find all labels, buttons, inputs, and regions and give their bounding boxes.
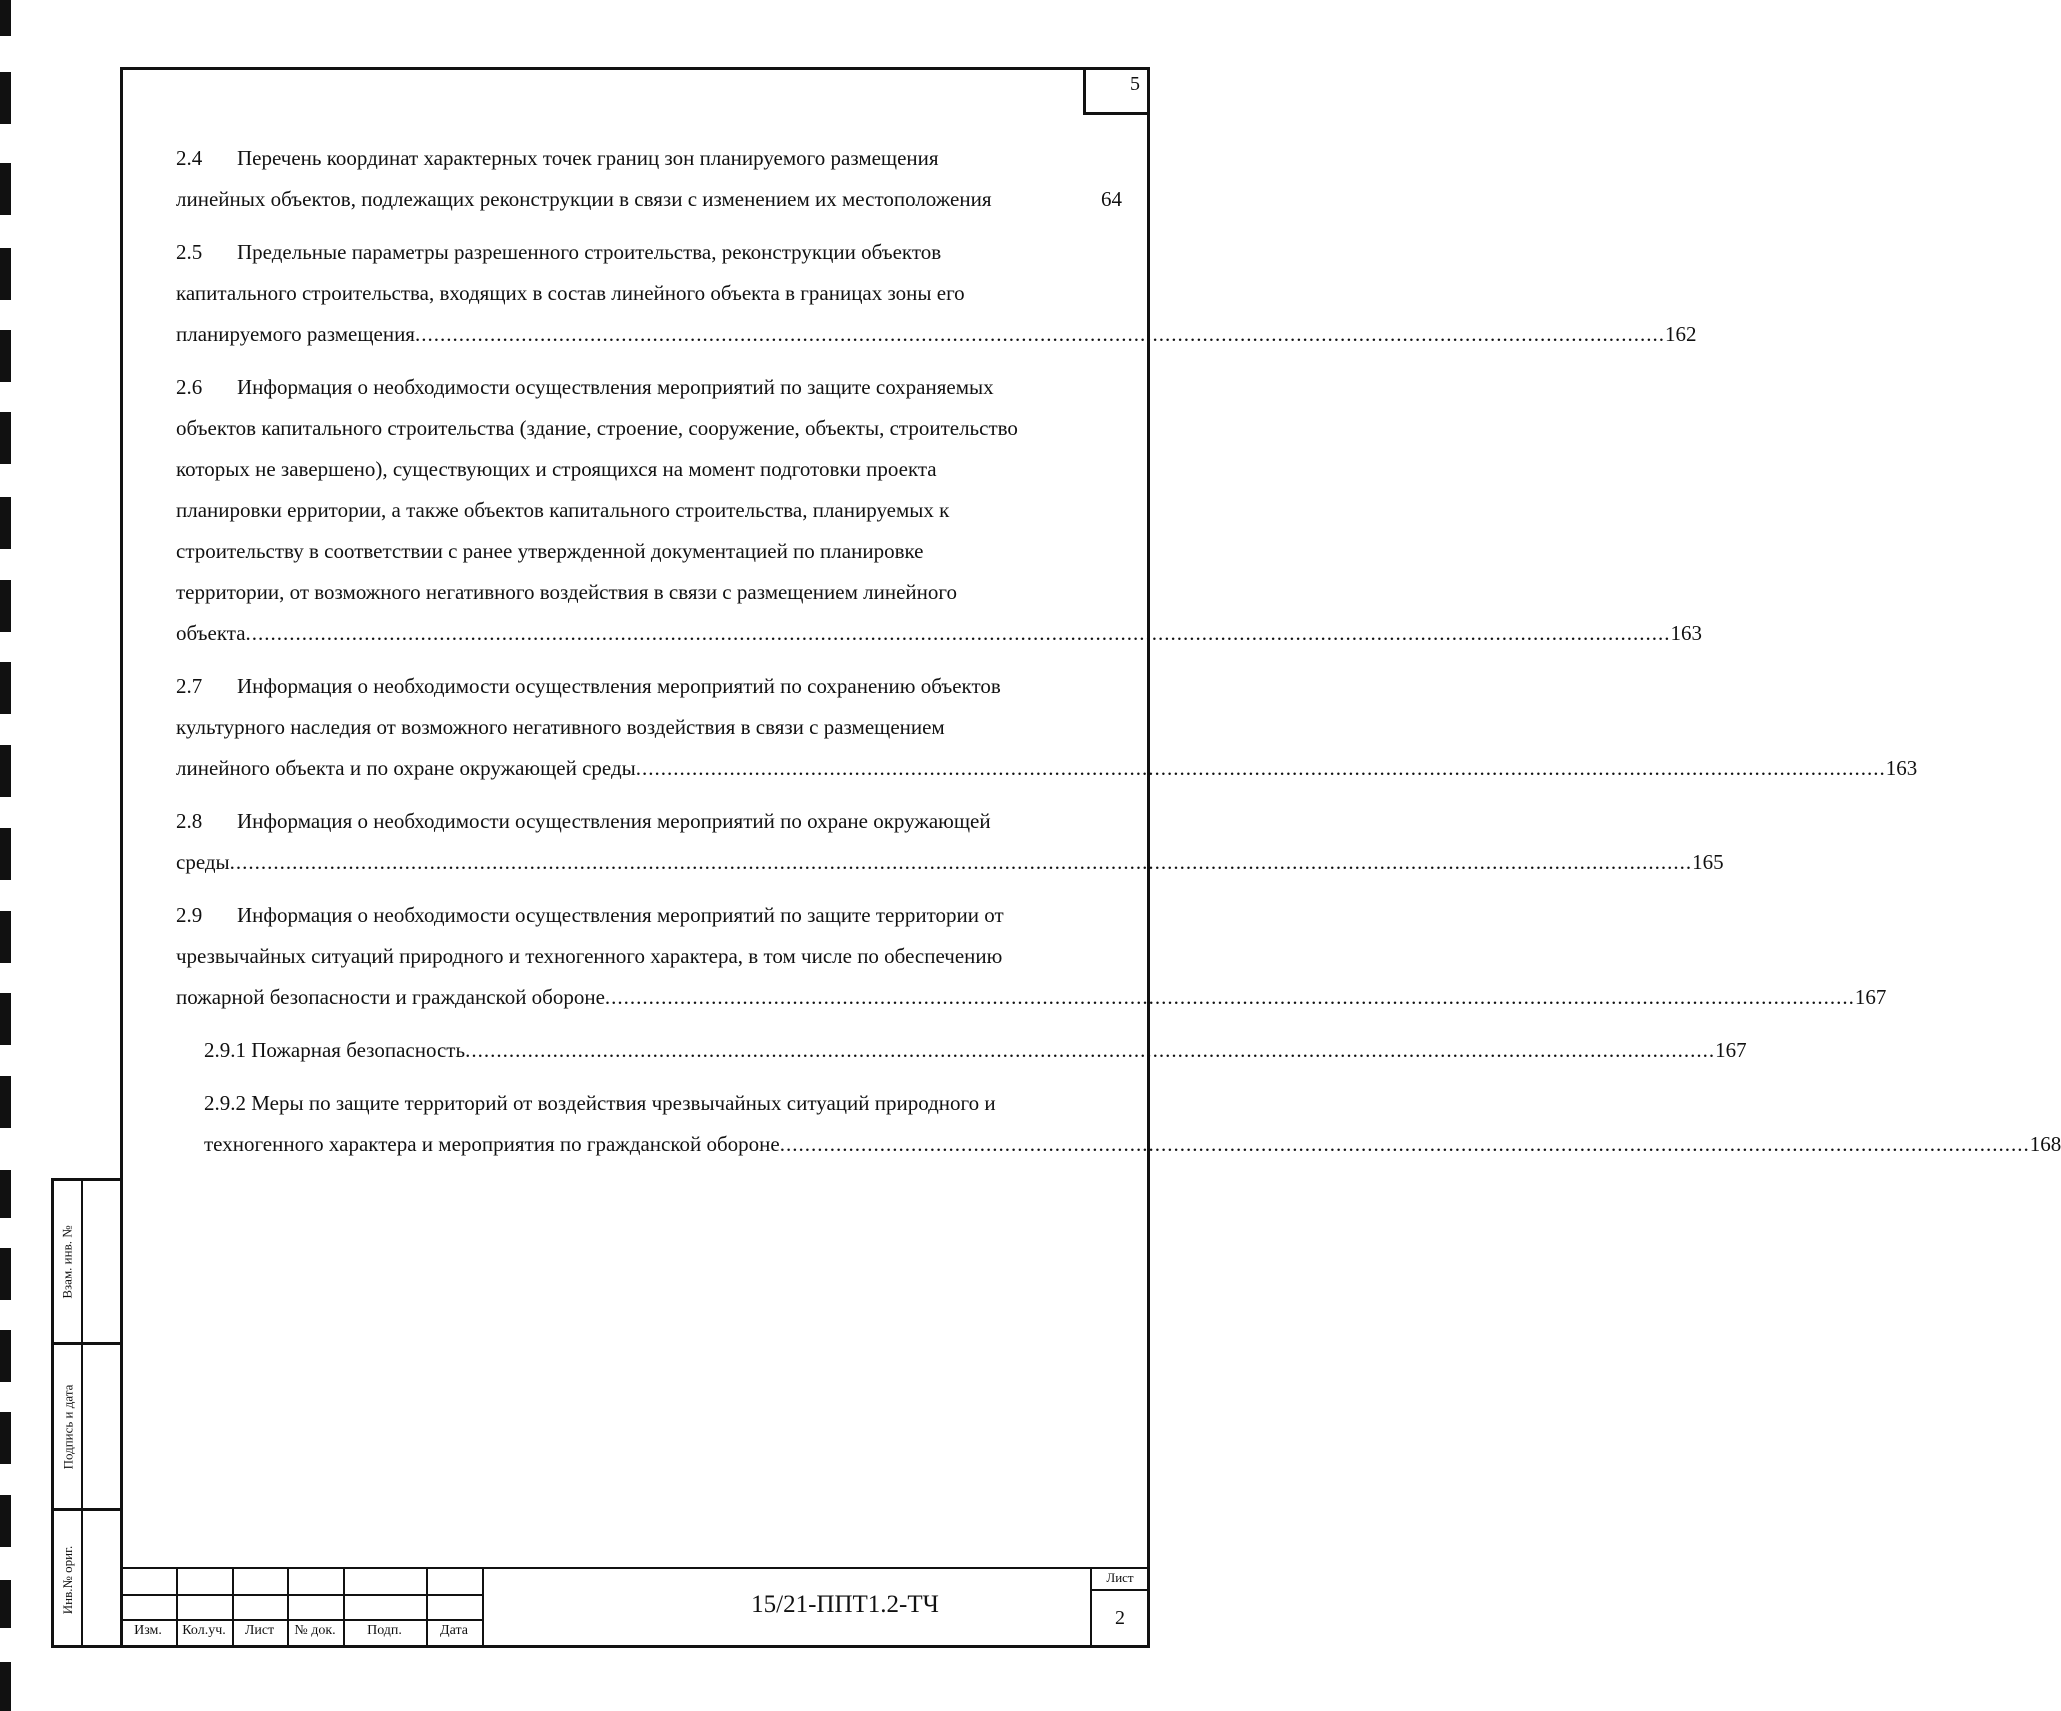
stamp-header-izm: Изм.	[134, 1623, 162, 1638]
binding-mark	[0, 745, 11, 797]
toc-subentry	[204, 1083, 2061, 1165]
toc-entry	[176, 801, 1724, 883]
toc-line: планировки ерритории, а также объектов капитального строительства, планируемых к	[176, 498, 950, 522]
stamp-header-list: Лист	[244, 1623, 275, 1638]
toc-line	[176, 367, 1122, 408]
toc-leader-line	[176, 842, 1724, 883]
toc-page: 167	[1854, 985, 1887, 1009]
toc-line: капитального строительства, входящих в состав линейного объекта в границах зоны его	[176, 281, 965, 305]
side-label-text: Подпись и дата	[60, 1384, 76, 1469]
toc-page: 162	[1664, 322, 1697, 346]
toc-line: 2.9.2 Меры по защите территорий от воздействия чрезвычайных ситуаций природного и	[204, 1091, 996, 1115]
side-divider	[81, 1345, 83, 1508]
toc-entry	[176, 666, 1918, 789]
toc-leader-line	[176, 748, 1918, 789]
toc-line: культурного наследия от возможного негативного воздействия в связи с размещением	[176, 715, 945, 739]
binding-mark	[0, 412, 11, 464]
binding-mark	[0, 163, 11, 215]
toc-line: которых не завершено), существующих и строящихся на момент подготовки проекта	[176, 457, 937, 481]
toc-text: линейного объекта и по охране окружающей среды	[176, 756, 636, 780]
toc-entry	[176, 367, 1703, 654]
toc-text: планируемого размещения	[176, 322, 415, 346]
toc-leader-line	[176, 314, 1697, 355]
side-label-text: Взам. инв. №	[60, 1224, 76, 1299]
side-divider	[81, 1181, 83, 1342]
toc-number: 2.4	[176, 146, 203, 170]
toc-text: линейных объектов, подлежащих реконструкции в связи с изменением их местоположения	[176, 187, 992, 211]
toc-line: чрезвычайных ситуаций природного и техногенного характера, в том числе по обеспечению	[176, 944, 1003, 968]
side-label	[56, 1181, 80, 1342]
toc-number: 2.9	[176, 903, 203, 927]
toc-dots: ..........................................................................................................................................................................................................................................	[229, 850, 1693, 874]
toc-text: объекта	[176, 621, 246, 645]
side-cell-replacement-inv	[54, 1181, 120, 1345]
toc-leader-line	[176, 613, 1703, 654]
stamp-header-signature: Подп.	[367, 1623, 402, 1638]
toc-dots: ........................................................................................................................................................................................................	[465, 1038, 1716, 1062]
stamp-header-kol-uch: Кол.уч.	[182, 1623, 226, 1638]
binding-mark	[0, 911, 11, 963]
toc-text: Информация о необходимости осуществления мероприятий по сохранению объектов	[237, 674, 1001, 698]
binding-mark	[0, 72, 11, 124]
stamp-sheet-label: Лист	[1106, 1570, 1134, 1585]
stamp-line	[120, 1567, 1150, 1569]
toc-leader-line	[176, 977, 1887, 1018]
title-block	[120, 1567, 1150, 1648]
document-code: 15/21-ППТ1.2-ТЧ	[751, 1591, 939, 1618]
toc-dots: ........................................................................................................................................................................................................	[604, 985, 1855, 1009]
binding-mark	[0, 497, 11, 549]
toc-line	[176, 895, 1122, 936]
binding-mark	[0, 1170, 11, 1218]
binding-mark	[0, 1495, 11, 1547]
toc-leader-line	[204, 1030, 1747, 1071]
table-of-contents	[176, 138, 2061, 1177]
side-label	[56, 1511, 80, 1648]
toc-page: 168	[2029, 1132, 2061, 1156]
toc-dots: ........................................................................................................................................................................................................	[414, 322, 1665, 346]
toc-page: 163	[1670, 621, 1703, 645]
binding-mark	[0, 828, 11, 880]
binding-mark	[0, 330, 11, 382]
sheet-number-top: 5	[1083, 67, 1150, 115]
toc-page: 64	[1101, 187, 1122, 211]
toc-subentry	[204, 1030, 1747, 1071]
toc-number: 2.8	[176, 809, 203, 833]
toc-line: объектов капитального строительства (здание, строение, сооружение, объекты, строительство	[176, 416, 1018, 440]
side-label	[56, 1345, 80, 1508]
toc-text: Информация о необходимости осуществления мероприятий по защите сохраняемых	[237, 375, 994, 399]
toc-dots: ........................................................................................................................................................................................................	[635, 756, 1886, 780]
binding-mark	[0, 1412, 11, 1464]
stamp-sheet-number: 2	[1115, 1607, 1125, 1629]
toc-dots: ....................................................................................................................................................................................................................................	[245, 621, 1671, 645]
toc-line	[176, 801, 1122, 842]
toc-text: Информация о необходимости осуществления мероприятий по защите территории от	[237, 903, 1004, 927]
toc-line: территории, от возможного негативного воздействия в связи с размещением линейного	[176, 580, 957, 604]
binding-mark	[0, 0, 11, 36]
binding-mark	[0, 1076, 11, 1128]
toc-leader-line	[204, 1124, 2061, 1165]
toc-dots: ........................................................................................................................................................................................................	[779, 1132, 2030, 1156]
toc-text: среды	[176, 850, 230, 874]
toc-line	[176, 232, 1122, 273]
toc-entry	[176, 895, 1887, 1018]
side-stamp-strip	[51, 1178, 120, 1648]
binding-mark	[0, 248, 11, 300]
binding-mark	[0, 580, 11, 632]
binding-mark	[0, 1662, 11, 1711]
toc-text: 2.9.1 Пожарная безопасность	[204, 1038, 466, 1062]
binding-mark	[0, 1580, 11, 1628]
toc-number: 2.6	[176, 375, 203, 399]
toc-number: 2.5	[176, 240, 203, 264]
toc-line: строительству в соответствии с ранее утвержденной документацией по планировке	[176, 539, 924, 563]
toc-entry	[176, 232, 1697, 355]
side-divider	[81, 1511, 83, 1648]
stamp-header-doc-no: № док.	[294, 1623, 336, 1638]
toc-page: 163	[1885, 756, 1918, 780]
side-label-text: Инв.№ ориг.	[60, 1545, 75, 1614]
toc-leader-line	[176, 179, 1122, 220]
toc-line	[176, 666, 1122, 707]
toc-text: пожарной безопасности и гражданской обороне	[176, 985, 605, 1009]
stamp-header-date: Дата	[440, 1623, 468, 1638]
binding-mark	[0, 1248, 11, 1300]
side-cell-original-inv	[54, 1511, 120, 1648]
toc-text: Предельные параметры разрешенного строительства, реконструкции объектов	[237, 240, 942, 264]
toc-page: 165	[1692, 850, 1724, 874]
toc-text: Информация о необходимости осуществления мероприятий по охране окружающей	[237, 809, 991, 833]
toc-text: техногенного характера и мероприятия по гражданской обороне	[204, 1132, 780, 1156]
side-cell-signature-date	[54, 1345, 120, 1511]
binding-mark	[0, 1330, 11, 1382]
toc-line	[176, 138, 1122, 179]
toc-page: 167	[1715, 1038, 1747, 1062]
toc-entry	[176, 138, 1122, 220]
toc-text: Перечень координат характерных точек границ зон планируемого размещения	[237, 146, 939, 170]
toc-number: 2.7	[176, 674, 203, 698]
binding-mark	[0, 993, 11, 1045]
binding-mark	[0, 662, 11, 714]
